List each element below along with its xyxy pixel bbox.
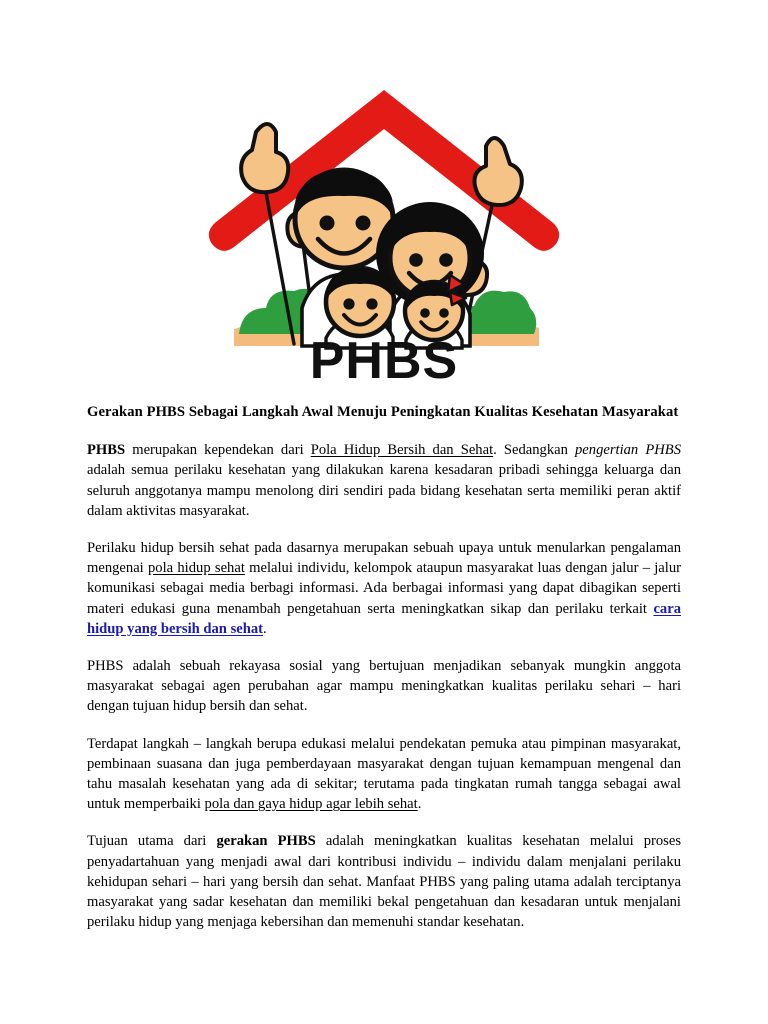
phbs-logo-illustration: [194, 76, 574, 388]
thumb-up-hand-father: [241, 124, 288, 192]
p2-text-b: melalui individu, kelompok ataupun masyarakat luas dengan jalur – jalur komunikasi sebagai media berbagi informasi. Ada berbagai informasi yang dapat dibagikan seperti materi edukasi guna menambah pengetahuan serta meningkatkan sikap dan perilaku terkait: [87, 560, 681, 617]
paragraph-5: [87, 831, 681, 932]
p1-text-c: adalah semua perilaku kesehatan yang dilakukan karena kesadaran pribadi sehingga keluarga dan seluruh anggotanya mampu menolong diri sendiri pada bidang kesehatan serta memiliki peran aktif dalam aktivitas masyarakat.: [87, 462, 681, 519]
p4-underline-term: pola dan gaya hidup agar lebih sehat: [204, 796, 418, 813]
p2-text-c: .: [263, 620, 267, 637]
p2-underline-term: pola hidup sehat: [148, 560, 245, 577]
page-title: Gerakan PHBS Sebagai Langkah Awal Menuju Peningkatan Kualitas Kesehatan Masyarakat: [87, 404, 679, 420]
logo-wordmark: PHBS: [309, 332, 459, 388]
p1-italic-term: pengertian PHBS: [575, 442, 681, 459]
phbs-logo: [0, 76, 768, 388]
paragraph-4: [87, 734, 681, 815]
p1-text-a: merupakan kependekan dari: [125, 442, 311, 459]
thumb-up-hand-mother: [474, 138, 521, 205]
p4-text-b: .: [417, 796, 422, 813]
p5-bold-term: gerakan PHBS: [216, 833, 316, 850]
paragraph-3: PHBS adalah sebuah rekayasa sosial yang bertujuan menjadikan sebanyak mungkin anggota masyarakat sebagai agen perubahan agar mampu meningkatkan kualitas perilaku sehari – hari dengan tujuan hidup bersih dan sehat.: [87, 657, 681, 715]
paragraph-1: [87, 440, 681, 521]
hyperlink-cara-hidup-bersih-sehat[interactable]: cara hidup yang bersih dan sehat: [87, 600, 681, 637]
document-text-body: [87, 402, 681, 932]
p1-text-b: . Sedangkan: [493, 442, 575, 459]
p1-underline-term: Pola Hidup Bersih dan Sehat: [310, 442, 494, 459]
p1-bold-phbs: PHBS: [87, 442, 126, 459]
p5-text-a: Tujuan utama dari: [87, 833, 217, 850]
paragraph-2: [87, 538, 681, 639]
p4-text-a: Terdapat langkah – langkah berupa edukasi melalui pendekatan pemuka atau pimpinan masyarakat, pembinaan suasana dan juga pemberdayaan masyarakat dengan tujuan kemampuan mengenal dan tahu masalah kesehatan yang ada di sekitar; terutama pada tingkatan rumah tangga sebagai awal untuk memperbaiki: [87, 735, 681, 813]
p2-text-a: Perilaku hidup bersih sehat pada dasarnya merupakan sebuah upaya untuk menularkan pengalaman mengenai: [87, 539, 681, 577]
p5-text-b: adalah meningkatkan kualitas kesehatan melalui proses penyadartahuan yang menjadi awal dari kontribusi individu – individu dalam menjalani perilaku kehidupan sehari – hari yang bersih dan sehat. Manfaat PHBS yang paling utama adalah terciptanya masyarakat yang sadar kesehatan dan memiliki bekal pengetahuan dan kesadaran untuk menjalani perilaku hidup yang menjaga kebersihan dan memenuhi standar kesehatan.: [87, 833, 681, 931]
